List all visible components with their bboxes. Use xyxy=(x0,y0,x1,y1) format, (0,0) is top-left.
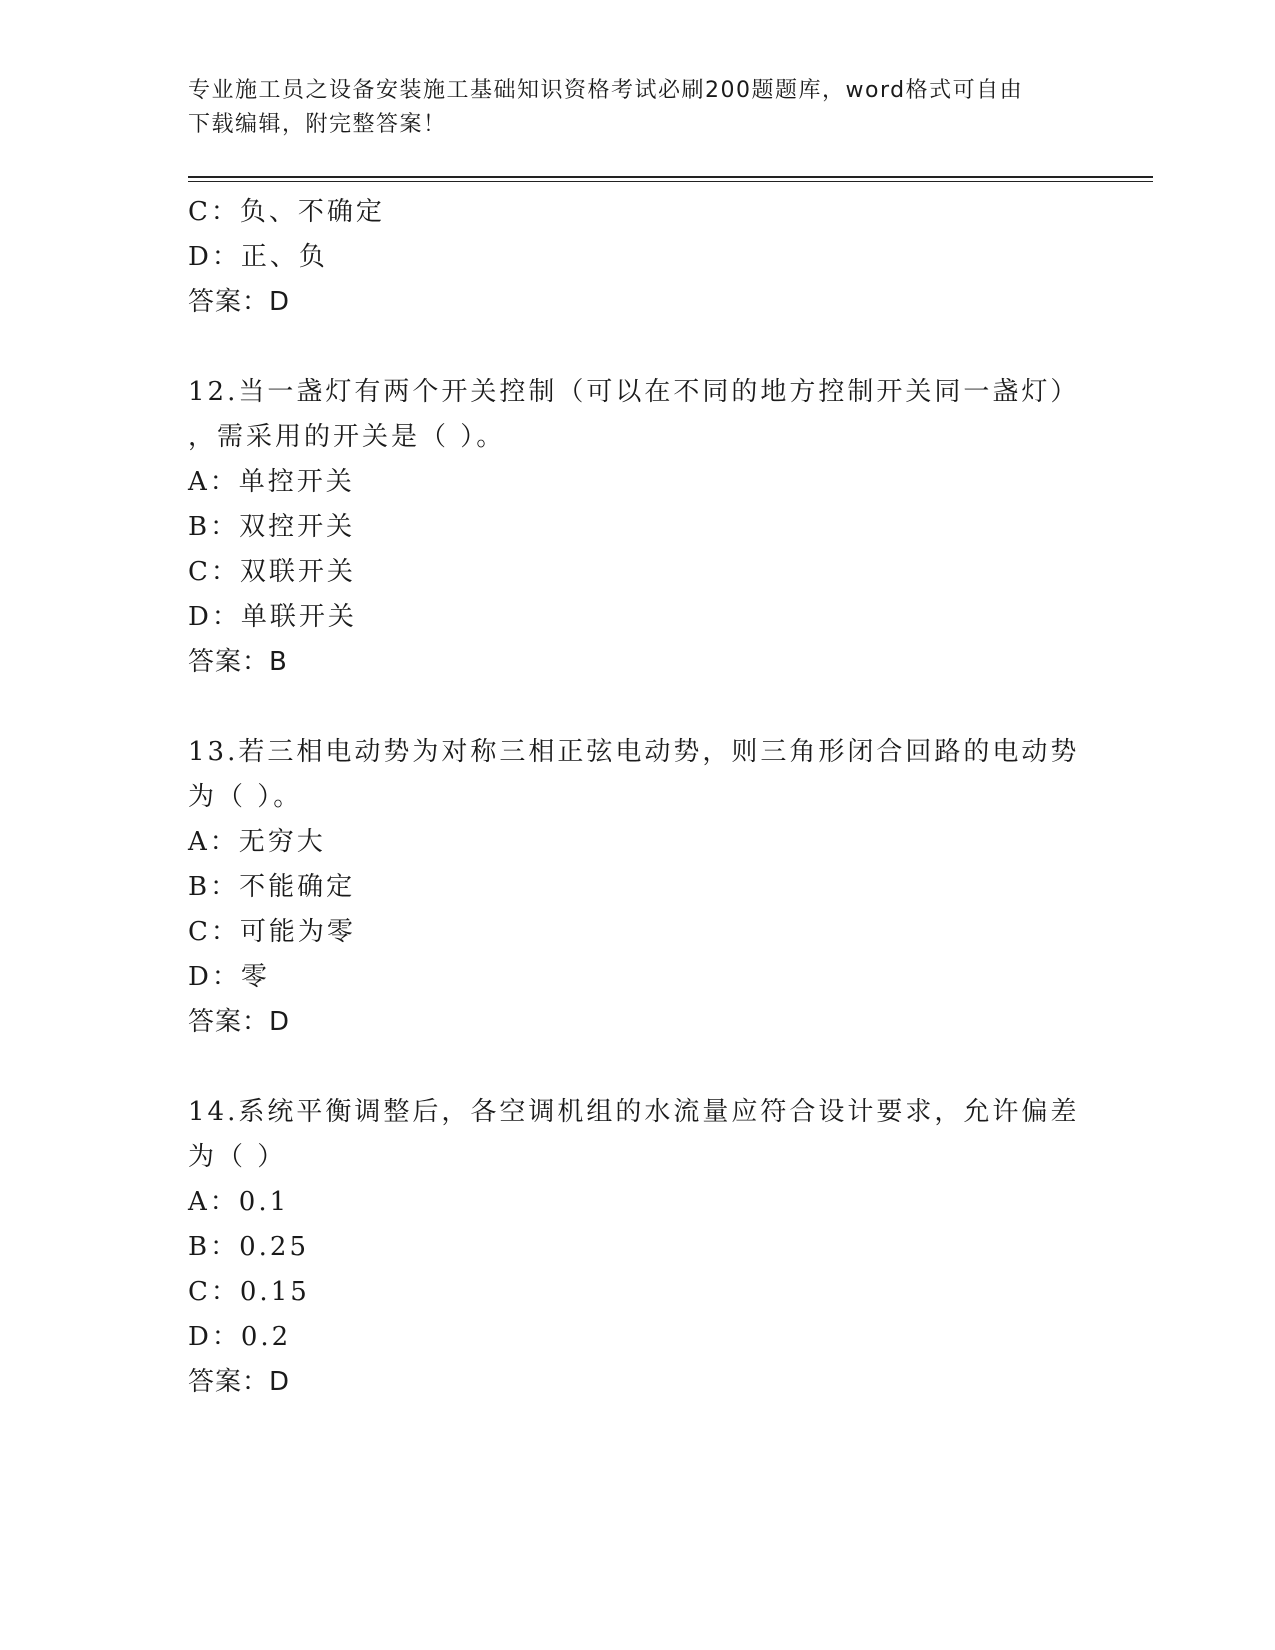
option-b: B：0.25 xyxy=(188,1232,309,1262)
spacer xyxy=(188,325,1088,370)
option-d: D：正、负 xyxy=(188,242,328,272)
answer: 答案：D xyxy=(188,1367,291,1397)
option-c: C：0.15 xyxy=(188,1277,310,1307)
option-c: C：双联开关 xyxy=(188,557,356,587)
previous-question-tail xyxy=(188,190,1088,325)
question-13 xyxy=(188,730,1088,1045)
question-stem-line-1: 14.系统平衡调整后，各空调机组的水流量应符合设计要求，允许偏差 xyxy=(188,1097,1080,1127)
header-line-2: 下载编辑，附完整答案！ xyxy=(188,112,447,137)
answer: 答案：D xyxy=(188,287,291,317)
question-stem-line-2: 为（ ）。 xyxy=(188,782,303,812)
question-content xyxy=(188,190,1088,1405)
option-b: B：不能确定 xyxy=(188,872,356,902)
question-stem-line-2: ，需采用的开关是（ ）。 xyxy=(188,422,506,452)
option-a: A：0.1 xyxy=(188,1187,290,1217)
question-12 xyxy=(188,370,1088,685)
header-rule-thin xyxy=(188,181,1153,182)
answer: 答案：B xyxy=(188,647,288,677)
question-stem-line-1: 12.当一盏灯有两个开关控制（可以在不同的地方控制开关同一盏灯） xyxy=(188,377,1080,407)
question-stem-line-2: 为（ ） xyxy=(188,1142,287,1172)
spacer xyxy=(188,685,1088,730)
header-line-1: 专业施工员之设备安装施工基础知识资格考试必刷200题题库，word格式可自由 xyxy=(188,78,1024,103)
option-d: D：零 xyxy=(188,962,270,992)
option-a: A：无穷大 xyxy=(188,827,326,857)
question-stem-line-1: 13.若三相电动势为对称三相正弦电动势，则三角形闭合回路的电动势 xyxy=(188,737,1080,767)
question-14 xyxy=(188,1090,1088,1405)
option-b: B：双控开关 xyxy=(188,512,356,542)
answer: 答案：D xyxy=(188,1007,291,1037)
option-a: A：单控开关 xyxy=(188,467,355,497)
option-c: C：可能为零 xyxy=(188,917,356,947)
document-header xyxy=(188,74,1068,142)
header-rule-thick xyxy=(188,176,1153,178)
option-d: D：单联开关 xyxy=(188,602,357,632)
option-c: C：负、不确定 xyxy=(188,197,385,227)
option-d: D：0.2 xyxy=(188,1322,292,1352)
spacer xyxy=(188,1045,1088,1090)
